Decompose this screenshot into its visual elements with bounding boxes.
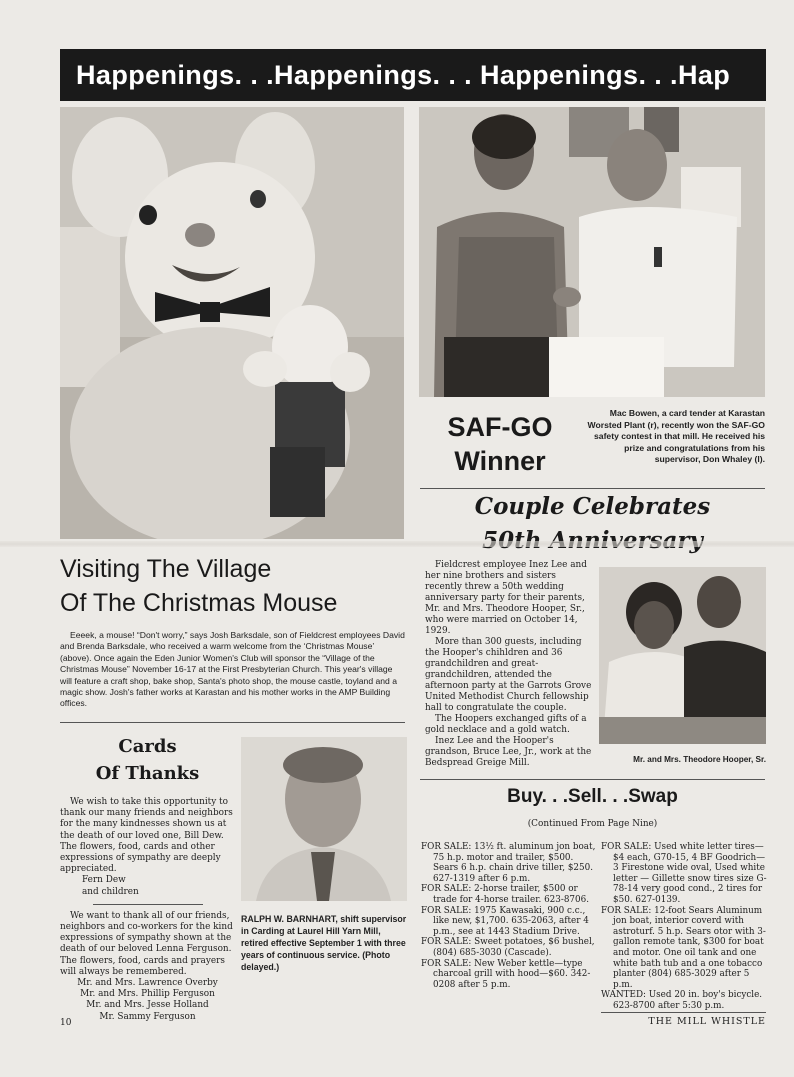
thanks-signature: Mr. and Mrs. Lawrence Overby — [77, 978, 218, 989]
saf-go-title-line1: SAF-GO — [447, 412, 553, 442]
ralph-barnhart-photo — [241, 737, 407, 901]
page-fold — [0, 541, 794, 547]
village-title-line2: Of The Christmas Mouse — [60, 589, 338, 617]
saf-go-headline — [425, 410, 575, 478]
cards-of-thanks-headline — [60, 733, 235, 787]
village-article-body: Eeeek, a mouse! “Don't worry,” says Josh Barksdale, son of Fieldcrest employees David and Brenda Barksdale, who received a warm welcome from the ‘Christmas Mouse’ (above). Once again the Eden Junior Women's Club will sponsor the “Village of the Christmas Mouse” November 16-17 at the First Presbyterian Church. This year's village will feature a craft shop, bake shop, Santa's photo shop, the mouse castle, toyland and a magic show. Josh's father works at Karastan and his mother works in the AMP Building offices. — [60, 630, 405, 709]
paragraph: The Hoopers exchanged gifts of a gold necklace and a gold watch. — [425, 714, 587, 735]
classified-ad: WANTED: Used 20 in. boy's bicycle. 623-8700 after 5:30 p.m. — [601, 990, 763, 1011]
page-number: 10 — [60, 1018, 72, 1028]
couple-title-line1: Couple Celebrates — [474, 493, 711, 520]
thanks-signature: Mr. and Mrs. Phillip Ferguson — [80, 989, 215, 1000]
thanks-signature: Mr. and Mrs. Jesse Holland — [86, 1000, 209, 1011]
divider — [93, 904, 203, 905]
cards-of-thanks-body — [60, 797, 235, 1023]
christmas-mouse-photo — [60, 107, 404, 539]
divider — [601, 1012, 766, 1013]
publication-name: THE MILL WHISTLE — [648, 1016, 766, 1027]
village-title-line1: Visiting The Village — [60, 555, 272, 583]
couple-headline — [420, 490, 765, 558]
classified-ads-right — [601, 842, 767, 1012]
thanks-signature: Fern Dew — [82, 875, 126, 886]
thanks-signature: Mr. Sammy Ferguson — [99, 1011, 196, 1022]
thanks-signature: and children — [82, 886, 139, 897]
paragraph: More than 300 guests, including the Hooper's chihldren and 36 grandchildren and great-grandchildren, attended the afternoon party at the Garrots Grove United Methodist Church fellowship hall to congratulate the couple. — [425, 637, 592, 713]
classified-ad: FOR SALE: Used white letter tires—$4 each, G70-15, 4 BF Goodrich—3 Firestone wide oval, Used white letter — Gillette snow tires size G-78-14 very good cond., 2 tires for $50. 627-0139. — [601, 842, 767, 905]
classified-ad: FOR SALE: 1975 Kawasaki, 900 c.c., like new, $1,700. 635-2063, after 4 p.m., see at 1443 Stadium Drive. — [421, 905, 589, 937]
happenings-banner: Happenings. . .Happenings. . . Happenings. . .Hap — [60, 49, 766, 101]
village-headline — [60, 552, 405, 620]
saf-go-title-line2: Winner — [454, 446, 546, 476]
classified-ad: FOR SALE: Sweet potatoes, $6 bushel, (804) 685-3030 (Cascade). — [421, 937, 595, 958]
cards-title-line1: Cards — [118, 736, 177, 757]
classified-ad: FOR SALE: New Weber kettle—type charcoal grill with hood—$60. 342-0208 after 5 p.m. — [421, 958, 591, 990]
classified-ads-left — [421, 842, 599, 990]
hooper-couple-photo — [599, 567, 766, 744]
couple-article-body — [425, 560, 593, 769]
saf-go-winner-photo — [419, 107, 765, 397]
buy-sell-swap-headline: Buy. . .Sell. . .Swap — [507, 786, 678, 807]
hooper-photo-caption: Mr. and Mrs. Theodore Hooper, Sr. — [633, 755, 766, 764]
divider — [420, 779, 765, 780]
divider — [420, 488, 765, 489]
ralph-barnhart-caption: RALPH W. BARNHART, shift supervisor in Carding at Laurel Hill Yarn Mill, retired effective September 1 with three years of continuous service. (Photo delayed.) — [241, 914, 407, 972]
thanks-note: We wish to take this opportunity to thank our many friends and neighbors for the many kindnesses shown us at the death of our loved one, Bill Dew. The flowers, food, cards and other expressions of sympathy are deeply appreciated. — [60, 797, 233, 875]
classified-ad: FOR SALE: 12-foot Sears Aluminum jon boat, interior coverd with astroturf. 5 h.p. Sears otor with 3-gallon remote tank, $300 for boat and motor. One oil tank and one white bath tub and a one tobacco planter (804) 685-3029 after 5 p.m. — [601, 905, 766, 990]
classified-ad: FOR SALE: 2-horse trailer, $500 or trade for 4-horse trailer. 623-8706. — [421, 884, 590, 905]
paragraph: Fieldcrest employee Inez Lee and her nine brothers and sisters recently threw a 50th wedding anniversary party for their parents, Mr. and Mrs. Theodore Hooper, Sr., who were married on October 14, 1929. — [425, 560, 587, 636]
saf-go-caption: Mac Bowen, a card tender at Karastan Worsted Plant (r), recently won the SAF-GO safety contest in that mill. He received his prize and congratulations from his supervisor, Don Whaley (l). — [587, 408, 765, 465]
classified-ad: FOR SALE: 13½ ft. aluminum jon boat, 75 h.p. motor and trailer, $500. Sears 6 h.p. chain drive tiller, $250. 627-1319 after 6 p.m. — [421, 842, 596, 884]
divider — [60, 722, 405, 723]
cards-title-line2: Of Thanks — [95, 763, 200, 784]
paragraph: Inez Lee and the Hooper's grandson, Bruce Lee, Jr., work at the Bedspread Greige Mill. — [425, 736, 592, 768]
buy-sell-swap-subtitle: (Continued From Page Nine) — [527, 819, 658, 829]
thanks-note: We want to thank all of our friends, neighbors and co-workers for the kind expressions of sympathy shown at the death of our beloved Lenna Ferguson. The flowers, food, cards and prayers will always be remembered. — [60, 910, 233, 977]
